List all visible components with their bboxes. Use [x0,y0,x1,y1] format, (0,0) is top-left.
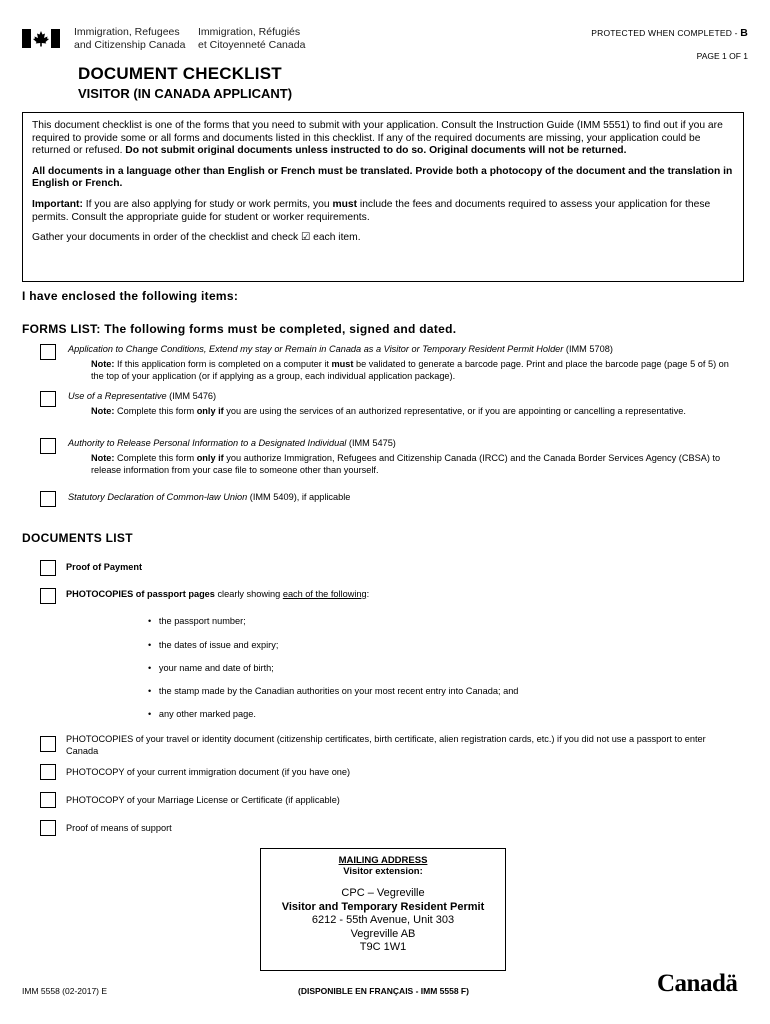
form-imm5476-code: (IMM 5476) [166,391,217,401]
proof-of-payment-label: Proof of Payment [66,562,143,572]
department-name-french [198,26,305,51]
bullet-item: • the stamp made by the Canadian authorities on your most recent entry into Canada; and [148,686,519,696]
note-text-b: be validated to generate a barcode page. Print and place the barcode page (page 5 of 5) on the top of your application (or if applying as a group, each individual application package). [91,359,729,381]
note-text-a: Complete this form [114,453,197,463]
form-imm5708-note [91,358,731,382]
page-title: DOCUMENT CHECKLIST [78,64,282,83]
intro-paragraph-3 [32,199,734,224]
note-label: Note: [91,359,115,369]
checkbox-imm5475[interactable] [40,438,56,454]
form-imm5409-title [68,492,350,502]
intro-paragraph-1 [32,120,734,158]
means-of-support-label: Proof of means of support [66,823,172,833]
note-label: Note: [91,453,115,463]
bullet-text: your name and date of birth; [158,663,274,673]
mailing-subheading: Visitor extension: [343,866,423,877]
note-emphasis: only if [196,453,224,463]
travel-document-label: PHOTOCOPIES of your travel or identity document (citizenship certificates, birth certificate, alien registration cards, etc.) if you did not use a passport to enter Canada [66,734,706,756]
intro-paragraph-4: Gather your documents in order of the checklist and check ☑ each item. [32,232,361,244]
checkbox-marriage-license[interactable] [40,792,56,808]
mailing-line-3: 6212 - 55th Avenue, Unit 303 [311,914,455,926]
bullet-item: • your name and date of birth; [148,663,274,673]
dept-fr-line-2: et Citoyenneté Canada [198,38,306,51]
note-text-a: Complete this form [114,406,197,416]
intro-p3-text-a: If you are also applying for study or work permits, you [82,198,333,210]
bullet-item: • the passport number; [148,616,246,626]
form-imm5476-name: Use of a Representative [68,391,167,401]
protected-level: B [740,27,748,39]
checkbox-means-of-support[interactable] [40,820,56,836]
note-text-b: you are using the services of an authorized representative, or if you are appointing or cancelling a representative. [223,406,686,416]
department-name-english [74,26,186,51]
note-label: Note: [91,406,115,416]
passport-text: clearly showing [214,589,283,599]
bullet-item: • any other marked page. [148,709,256,719]
marriage-license-label: PHOTOCOPY of your Marriage License or Certificate (if applicable) [66,795,340,805]
form-imm5475-code: (IMM 5475) [346,438,396,448]
checkbox-imm5708[interactable] [40,344,56,360]
note-emphasis: only if [196,406,224,416]
form-imm5475-name: Authority to Release Personal Information to a Designated Individual [68,438,347,448]
form-imm5409-name: Statutory Declaration of Common-law Union [68,492,248,502]
dept-fr-line-1: Immigration, Réfugiés [198,26,301,38]
checkbox-passport-pages[interactable] [40,588,56,604]
checkbox-proof-of-payment[interactable] [40,560,56,576]
protected-label [591,27,748,39]
form-imm5409-code: (IMM 5409), if applicable [247,492,351,502]
bullet-text: the stamp made by the Canadian authorities on your most recent entry into Canada; and [158,686,519,696]
intro-p1-bold: Do not submit original documents unless instructed to do so. Original documents will not be returned. [125,145,627,157]
forms-list-heading: FORMS LIST: The following forms must be completed, signed and dated. [22,322,457,336]
note-text-b: you authorize Immigration, Refugees and Citizenship Canada (IRCC) and the Canada Border Services Agency (CBSA) to release information from your case file to someone other than yourself. [91,453,721,475]
dept-en-line-1: Immigration, Refugees [74,26,180,38]
passport-pages-label [66,589,369,599]
important-label: Important: [32,198,83,210]
form-imm5476-note [91,405,691,417]
intro-p1-text: This document checklist is one of the forms that you need to submit with your application. Consult the Instruction Guide (IMM 5551) to find out if you are required to provide some or all forms and documents listed in this checklist. If any of the required documents are missing, your application could be returned or refused. [32,120,723,157]
bullet-item: • the dates of issue and expiry; [148,640,279,650]
passport-bold: PHOTOCOPIES of passport pages [66,589,215,599]
note-text-a: If this application form is completed on a computer it [114,359,332,369]
canada-flag-icon [22,29,60,48]
form-code: IMM 5558 (02-2017) E [22,986,108,996]
note-emphasis: must [331,359,354,369]
mailing-line-4: Vegreville AB [350,927,416,940]
form-imm5476-title [68,391,216,401]
form-imm5475-note [91,452,741,476]
page-number: PAGE 1 OF 1 [696,51,748,61]
intro-p3-must: must [332,198,358,210]
documents-list-heading: DOCUMENTS LIST [22,531,133,545]
form-imm5475-title [68,438,396,448]
passport-underline: each of the following [282,589,367,599]
mailing-line-1: CPC – Vegreville [341,887,425,899]
french-availability: (DISPONIBLE EN FRANÇAIS - IMM 5558 F) [298,986,469,996]
mailing-address-box [260,848,506,971]
mailing-line-2: Visitor and Temporary Resident Permit [281,900,485,913]
form-imm5708-name: Application to Change Conditions, Extend my stay or Remain in Canada as a Visitor or Temporary Resident Permit Holder [68,344,564,354]
intro-p3-text-b: include the fees and documents required to assess your application for these permits. Consult the appropriate guide for student or worker requirements. [32,198,711,223]
checkbox-imm5409[interactable] [40,491,56,507]
checkbox-imm5476[interactable] [40,391,56,407]
form-imm5708-code: (IMM 5708) [563,344,613,354]
passport-colon: : [366,589,370,599]
mailing-heading: MAILING ADDRESS [338,855,428,866]
canada-wordmark: Canadä [657,970,738,997]
bullet-text: the passport number; [158,616,246,626]
checkbox-immigration-document[interactable] [40,764,56,780]
bullet-text: any other marked page. [158,709,256,719]
protected-text: PROTECTED WHEN COMPLETED - [591,28,741,38]
intro-paragraph-2: All documents in a language other than English or French must be translated. Provide both a photocopy of the document and the translation in English or French. [32,165,733,190]
instructions-box [22,112,744,282]
page-subtitle: VISITOR (IN CANADA APPLICANT) [78,86,293,101]
enclosed-heading: I have enclosed the following items: [22,289,239,303]
mailing-line-5: T9C 1W1 [359,941,407,953]
form-imm5708-title [68,344,613,354]
bullet-text: the dates of issue and expiry; [158,640,279,650]
checkbox-travel-document[interactable] [40,736,56,752]
dept-en-line-2: and Citizenship Canada [74,38,186,51]
immigration-document-label: PHOTOCOPY of your current immigration document (if you have one) [66,767,351,777]
